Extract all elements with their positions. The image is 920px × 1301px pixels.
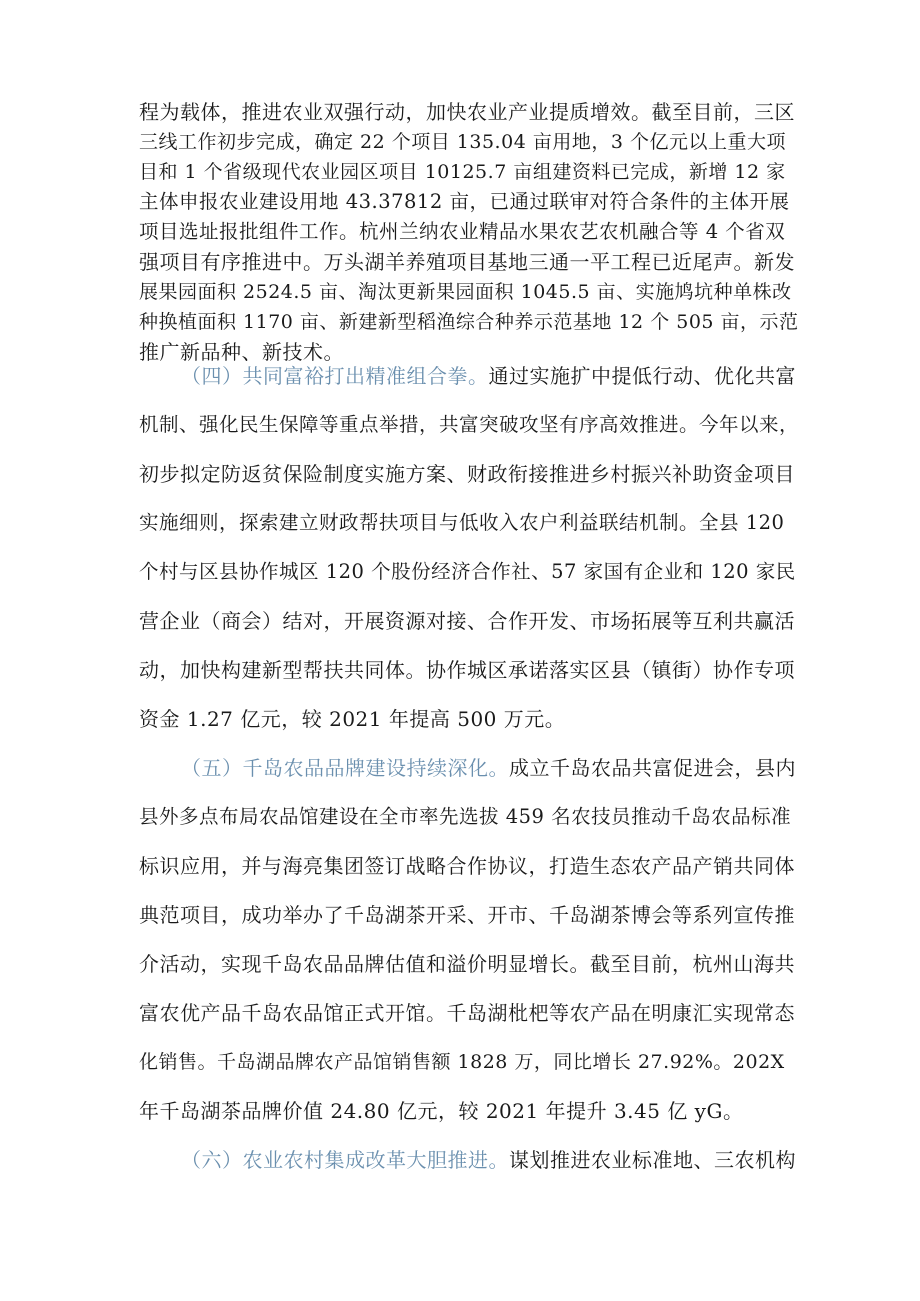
paragraph-line: 目和 1 个省级现代农业园区项目 10125.7 亩组建资料已完成，新增 12 家 — [139, 161, 786, 183]
section-first-line — [181, 364, 799, 388]
section-heading: （五）千岛农品品牌建设持续深化。 — [181, 756, 509, 780]
paragraph-line: 主体申报农业建设用地 43.37812 亩，已通过联审对符合条件的主体开展 — [139, 190, 790, 213]
paragraph-line: 介活动，实现千岛农品品牌估值和溢价明显增长。截至目前，杭州山海共 — [139, 952, 795, 976]
paragraph-line: 县外多点布局农品馆建设在全市率先选拔 459 名农技员推动千岛农品标准 — [139, 805, 792, 828]
paragraph-line: 富农优产品千岛农品馆正式开馆。千岛湖枇杷等农产品在明康汇实现常态 — [139, 1001, 795, 1025]
paragraph-line: 三线工作初步完成，确定 22 个项目 135.04 亩用地，3 个亿元以上重大项 — [139, 131, 786, 153]
paragraph-line: 强项目有序推进中。万头湖羊养殖项目基地三通一平工程已近尾声。新发 — [139, 250, 795, 274]
paragraph-line: 推广新品种、新技术。 — [139, 340, 344, 364]
paragraph-line: 实施细则，探索建立财政帮扶项目与低收入农户利益联结机制。全县 120 — [139, 511, 785, 534]
section-first-line — [181, 1148, 799, 1172]
paragraph-line: 初步拟定防返贫保险制度实施方案、财政衔接推进乡村振兴补助资金项目 — [139, 462, 795, 486]
paragraph-line: 年千岛湖茶品牌价值 24.80 亿元，较 2021 年提升 3.45 亿 yG。 — [139, 1099, 744, 1123]
paragraph-line: 机制、强化民生保障等重点举措，共富突破攻坚有序高效推进。今年以来， — [139, 413, 800, 436]
paragraph-line: 典范项目，成功举办了千岛湖茶开采、开市、千岛湖茶博会等系列宣传推 — [139, 903, 795, 927]
section-text: 谋划推进农业标准地、三农机构 — [509, 1148, 796, 1172]
paragraph-line: 项目选址报批组件工作。杭州兰纳农业精品水果农艺农机融合等 4 个省双 — [139, 220, 786, 243]
paragraph-line: 化销售。千岛湖品牌农产品馆销售额 1828 万，同比增长 27.92%。202X — [139, 1051, 785, 1073]
paragraph-line: 个村与区县协作城区 120 个股份经济合作社、57 家国有企业和 120 家民 — [139, 560, 796, 583]
paragraph-line: 资金 1.27 亿元，较 2021 年提高 500 万元。 — [139, 707, 566, 731]
section-heading: （六）农业农村集成改革大胆推进。 — [181, 1148, 509, 1172]
paragraph-line: 动，加快构建新型帮扶共同体。协作城区承诺落实区县（镇街）协作专项 — [139, 658, 795, 682]
paragraph-line: 展果园面积 2524.5 亩、淘汰更新果园面积 1045.5 亩、实施鸠坑种单株改 — [139, 281, 792, 303]
paragraph-line: 营企业（商会）结对，开展资源对接、合作开发、市场拓展等互利共赢活 — [139, 609, 795, 633]
section-heading: （四）共同富裕打出精准组合拳。 — [181, 364, 489, 388]
paragraph-line: 程为载体，推进农业双强行动，加快农业产业提质增效。截至目前，三区 — [139, 100, 795, 124]
section-first-line — [181, 756, 799, 780]
section-text: 通过实施扩中提低行动、优化共富 — [488, 364, 796, 388]
section-text: 成立千岛农品共富促进会，县内 — [509, 756, 796, 780]
paragraph-line: 标识应用，并与海亮集团签订战略合作协议，打造生态农产品产销共同体 — [139, 854, 795, 878]
paragraph-line: 种换植面积 1170 亩、新建新型稻渔综合种养示范基地 12 个 505 亩，示范 — [139, 311, 799, 333]
